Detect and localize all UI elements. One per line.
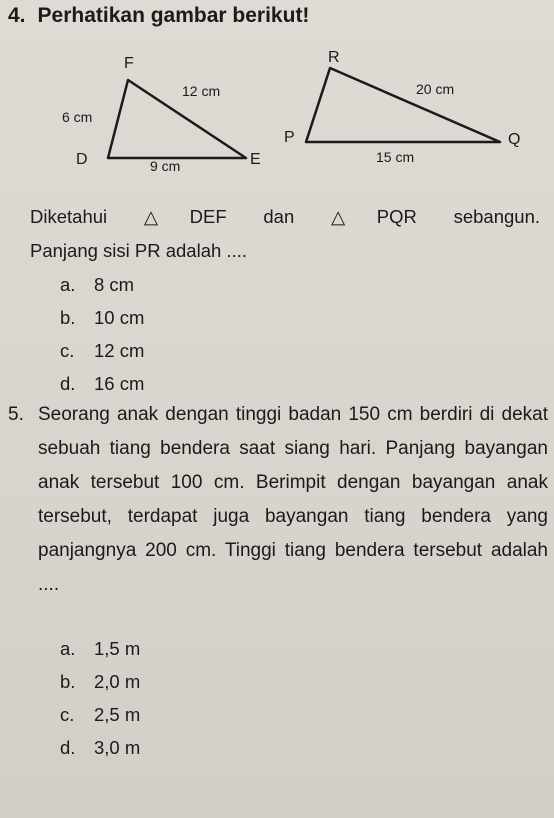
side-rq-label: 20 cm [416,81,455,97]
option-4a[interactable]: a. 8 cm [60,274,135,295]
triangle-def [108,80,246,158]
option-5d[interactable]: d. 3,0 m [60,737,141,758]
vertex-p-label: P [284,129,295,146]
vertex-d-label: D [76,151,88,168]
option-5a[interactable]: a. 1,5 m [60,638,141,659]
side-df-label: 6 cm [62,109,93,125]
question-5-text: Seorang anak dengan tinggi badan 150 cm berdiri di dekat sebuah tiang bendera saat siang hari. Panjang bayangan anak tersebut 100 cm. Berimpit dengan bayangan anak tersebut, terdapat juga bayangan tiang bendera yang panjangnya 200 cm. Tinggi tiang bendera tersebut adalah .... [38,404,548,595]
question-4-title: Perhatikan gambar berikut! [37,4,310,27]
option-4c[interactable]: c. 12 cm [60,340,145,361]
question-5-options [60,632,140,764]
vertex-q-label: Q [508,131,521,148]
question-4-statement: Diketahui △DEF dan △PQR sebangun. [30,206,540,227]
side-de-label: 9 cm [150,158,181,174]
question-5-number: 5. [8,404,24,425]
option-5c[interactable]: c. 2,5 m [60,704,141,725]
vertex-r-label: R [328,49,340,66]
side-fe-label: 12 cm [182,83,221,99]
question-4-options [60,268,144,400]
question-4-heading [8,4,309,28]
triangle-pqr [306,68,500,142]
option-4d[interactable]: d. 16 cm [60,373,145,394]
triangles-figure [60,46,521,176]
option-4b[interactable]: b. 10 cm [60,307,145,328]
vertex-f-label: F [124,55,134,72]
vertex-e-label: E [250,151,261,168]
option-5b[interactable]: b. 2,0 m [60,671,141,692]
side-pq-label: 15 cm [376,149,415,165]
question-4-prompt: Panjang sisi PR adalah .... [30,240,247,261]
question-4-number: 4. [8,4,26,27]
